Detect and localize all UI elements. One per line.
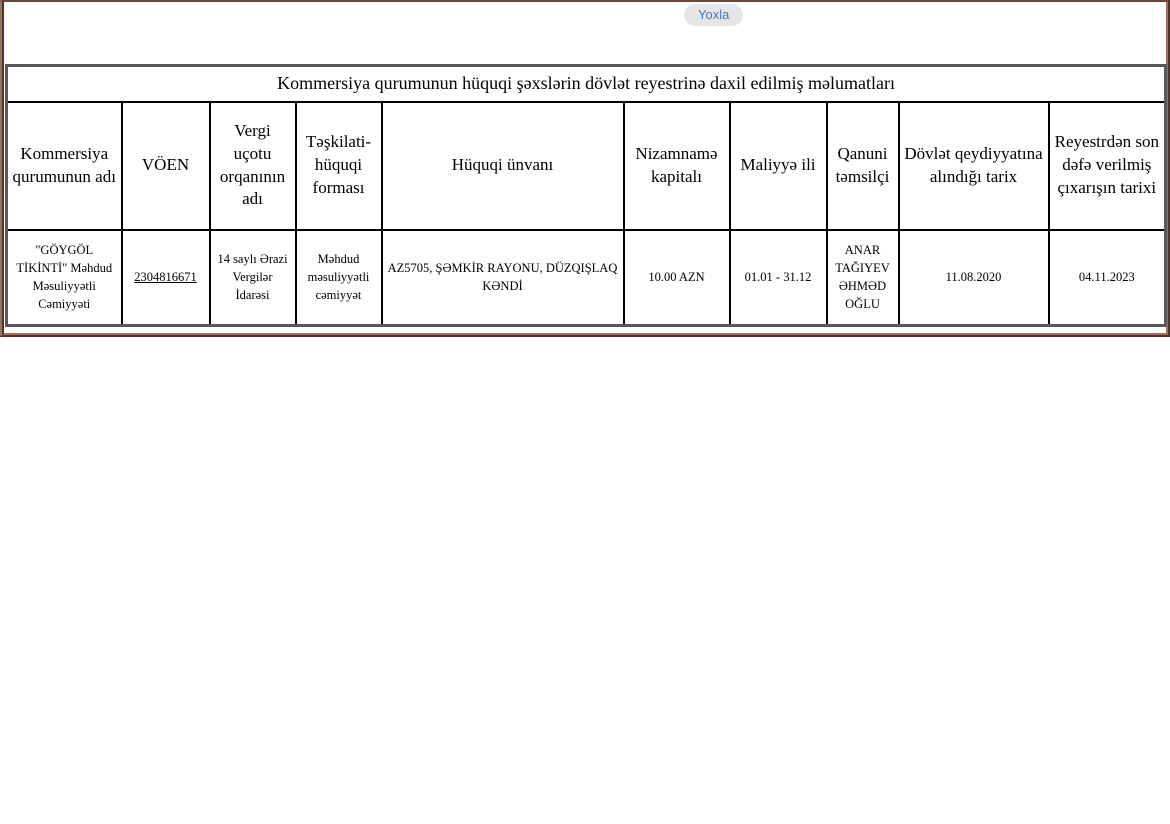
column-header-charter-capital: Nizamnamə kapitalı <box>624 102 730 230</box>
column-header-legal-address: Hüquqi ünvanı <box>382 102 624 230</box>
cell-fiscal-year: 01.01 - 31.12 <box>730 230 827 326</box>
table-row <box>7 230 1166 326</box>
table-title: Kommersiya qurumunun hüquqi şəxslərin dövlət reyestrinə daxil edilmiş məlumatları <box>7 66 1166 102</box>
check-button[interactable]: Yoxla <box>684 4 743 26</box>
column-header-last-extract-date: Reyestrdən son dəfə verilmiş çıxarışın tarixi <box>1049 102 1166 230</box>
table-title-row <box>7 66 1166 102</box>
cell-charter-capital: 10.00 AZN <box>624 230 730 326</box>
column-header-registration-date: Dövlət qeydiyyatına alındığı tarix <box>899 102 1049 230</box>
column-header-tax-office: Vergi uçotu orqanının adı <box>210 102 296 230</box>
result-frame <box>0 0 1170 337</box>
column-header-legal-representative: Qanuni təmsilçi <box>827 102 899 230</box>
table-header-row <box>7 102 1166 230</box>
column-header-fiscal-year: Maliyyə ili <box>730 102 827 230</box>
registry-table <box>5 64 1167 327</box>
cell-company-name: "GÖYGÖL TİKİNTİ" Məhdud Məsuliyyətli Cəmiyyəti <box>7 230 122 326</box>
cell-legal-address: AZ5705, ŞƏMKİR RAYONU, DÜZQIŞLAQ KƏNDİ <box>382 230 624 326</box>
cell-legal-form: Məhdud məsuliyyətli cəmiyyət <box>296 230 382 326</box>
cell-voen <box>122 230 210 326</box>
voen-link[interactable]: 2304816671 <box>134 270 197 285</box>
cell-registration-date: 11.08.2020 <box>899 230 1049 326</box>
toolbar <box>4 2 1166 64</box>
cell-last-extract-date: 04.11.2023 <box>1049 230 1166 326</box>
column-header-voen: VÖEN <box>122 102 210 230</box>
cell-legal-representative: ANAR TAĞIYEV ƏHMƏD OĞLU <box>827 230 899 326</box>
column-header-legal-form: Təşkilati-hüquqi forması <box>296 102 382 230</box>
column-header-company-name: Kommersiya qurumunun adı <box>7 102 122 230</box>
cell-tax-office: 14 saylı Ərazi Vergilər İdarəsi <box>210 230 296 326</box>
